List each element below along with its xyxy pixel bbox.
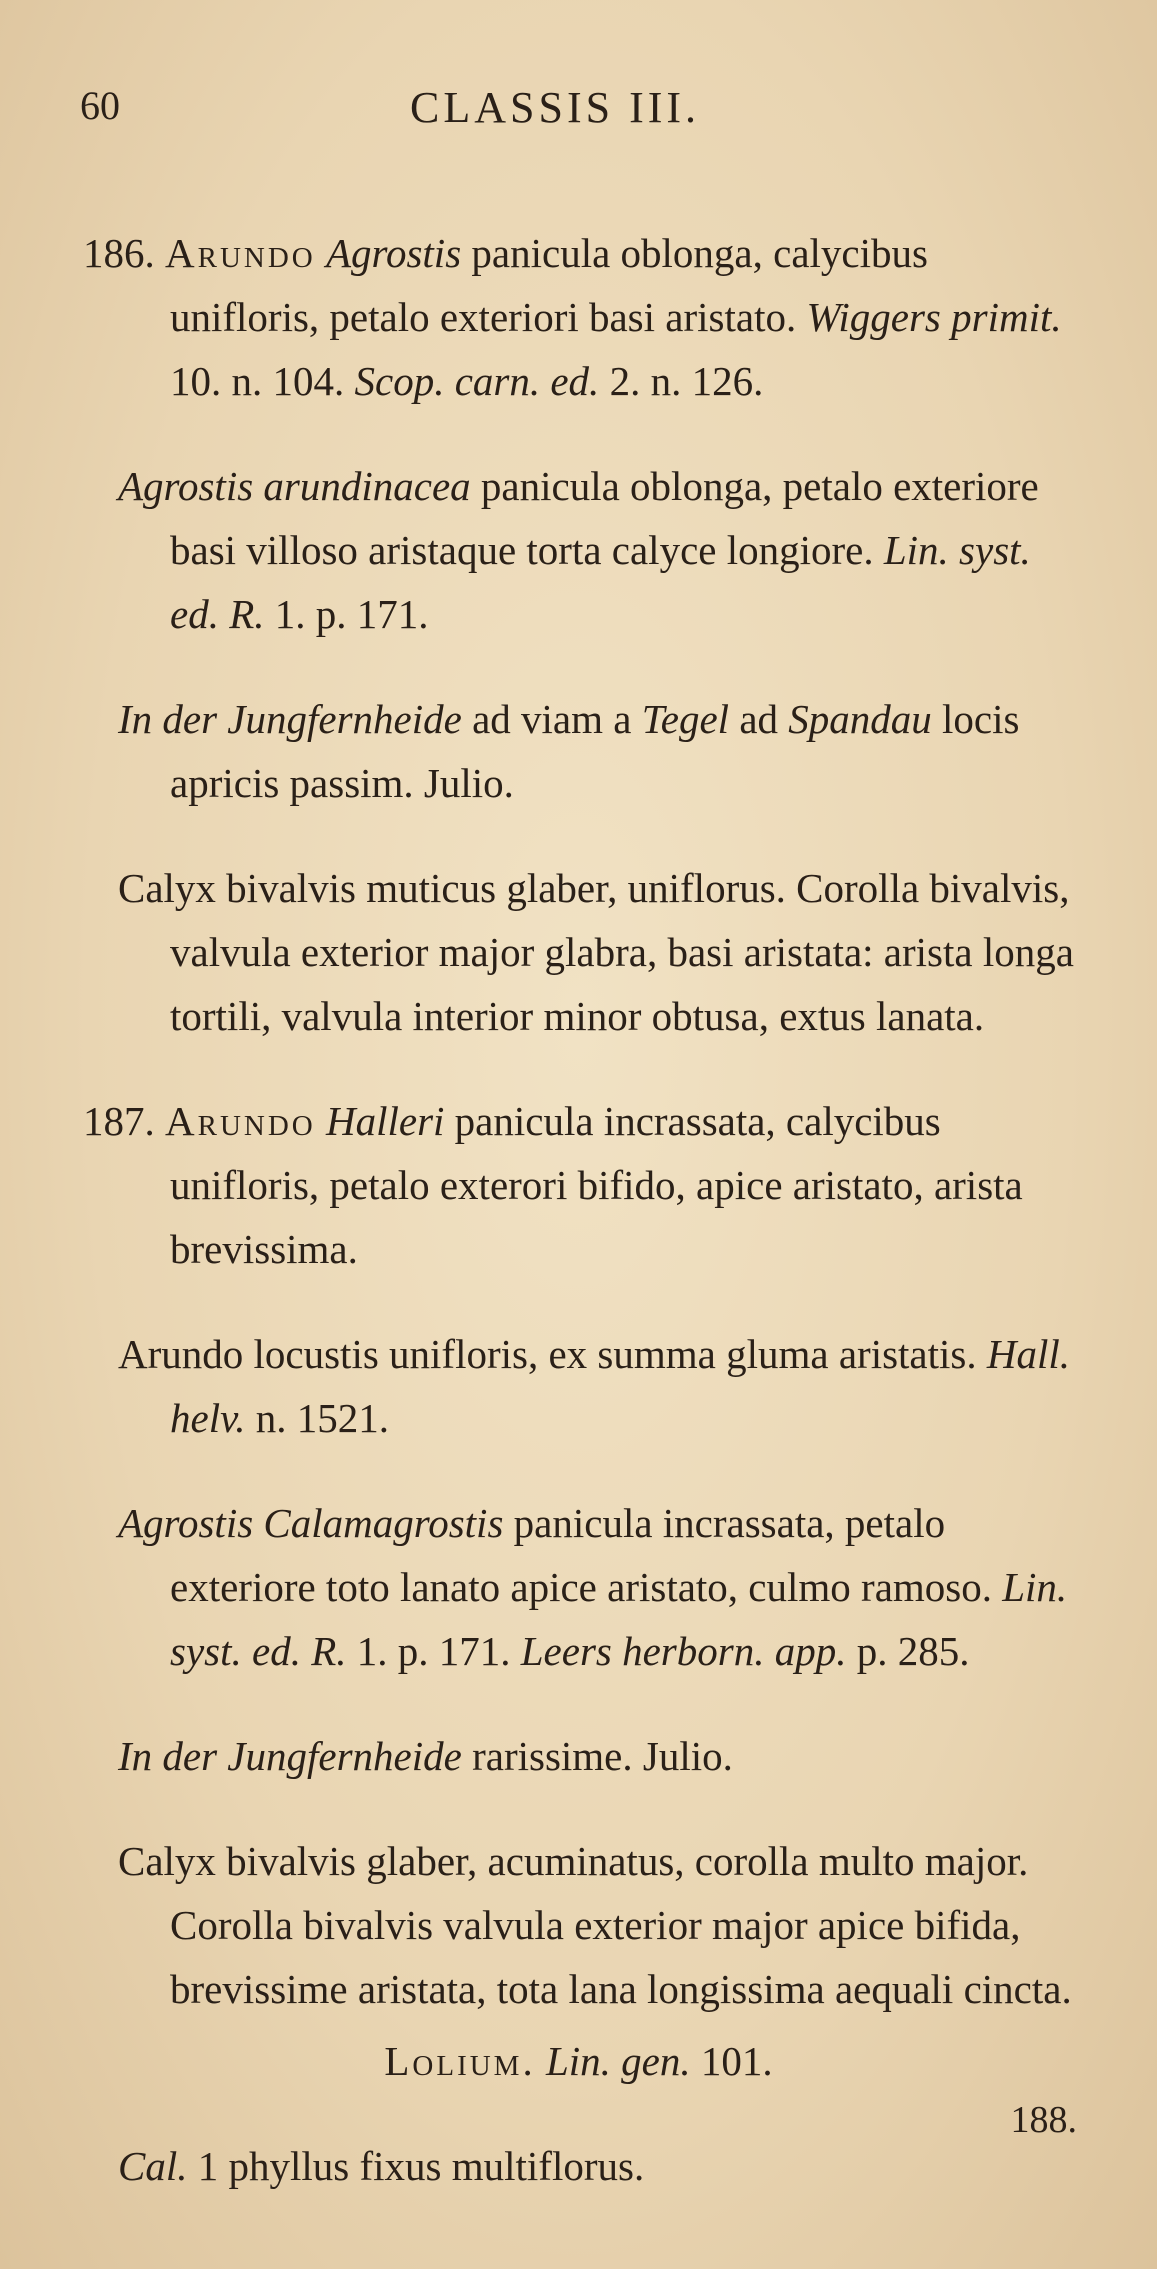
entry-diagnosis [0, 1089, 1087, 1281]
diagnosis-text: panicula incrassata, calycibus unifloris, petalo exterori bifido, apice aristato, arista brevissima. [170, 1098, 1023, 1272]
reference-italic: Lin. gen. [545, 2038, 691, 2084]
entry-186 [0, 221, 1157, 1048]
character-label: Cal. [118, 2143, 188, 2189]
locality-italic: Tegel [641, 696, 730, 742]
locality-text: locis apricis passim. Julio. [170, 696, 1020, 806]
reference-text: 101. [700, 2038, 773, 2084]
locality [0, 1724, 1087, 1788]
locality-text: ad viam a [472, 696, 632, 742]
genus-heading-name: Lolium. [384, 2038, 536, 2084]
species-name: Agrostis [325, 230, 462, 276]
reference-italic: Hall. helv. [170, 1331, 1071, 1441]
reference-italic: Scop. carn. ed. [354, 358, 600, 404]
entry-diagnosis [0, 221, 1087, 413]
reference-italic: Leers herborn. app. [520, 1628, 847, 1674]
diagnosis-text: panicula oblonga, calycibus unifloris, petalo exteriori basi aristato. [170, 230, 928, 340]
synonym [0, 1322, 1087, 1450]
locality-italic: Spandau [788, 696, 932, 742]
synonym-name: Agrostis Calamagrostis [118, 1500, 504, 1546]
catchword: 188. [1010, 2099, 1077, 2141]
locality-text: rarissime. Julio. [472, 1733, 733, 1779]
page-header [80, 82, 1080, 142]
genus-name: Arundo [165, 230, 316, 276]
reference-italic: Lin. syst. ed. R. [170, 527, 1031, 637]
entry-number: 186. [83, 230, 155, 276]
description: Calyx bivalvis glaber, acuminatus, corolla multo major. Corolla bivalvis valvula exterior major apice bifida, brevissime aristata, tota lana longissima aequali cincta. [118, 1838, 1072, 2012]
reference-text: n. 1521. [255, 1395, 389, 1441]
entry-number: 187. [83, 1098, 155, 1144]
synonym [0, 1491, 1087, 1683]
reference-italic: Wiggers primit. [806, 294, 1062, 340]
reference-text: 1. p. 171. [274, 591, 429, 637]
genus-heading [0, 2029, 1157, 2093]
description: Calyx bivalvis muticus glaber, uniflorus. Corolla bivalvis, valvula exterior major glabra, basi aristata: arista longa tortili, valvula interior minor obtusa, extus lanata. [118, 865, 1074, 1039]
entry-187 [0, 1089, 1157, 2021]
locality-italic: In der Jungfernheide [118, 1733, 462, 1779]
synonym-text: Arundo locustis unifloris, ex summa gluma aristatis. [118, 1331, 977, 1377]
locality-text: ad [739, 696, 779, 742]
character-text: 1 phyllus fixus multiflorus. [197, 2143, 645, 2189]
genus-character [0, 2134, 1087, 2198]
running-title: CLASSIS III. [410, 83, 701, 132]
synonym-text: panicula oblonga, petalo exteriore basi villoso aristaque torta calyce longiore. [170, 463, 1039, 573]
genus-name: Arundo [165, 1098, 316, 1144]
locality [0, 687, 1087, 815]
reference-italic: Lin. syst. ed. R. [170, 1564, 1068, 1674]
reference-text: 2. n. 126. [609, 358, 764, 404]
locality-italic: In der Jungfernheide [118, 696, 462, 742]
reference-text: 10. n. 104. [170, 358, 345, 404]
synonym [0, 454, 1087, 646]
species-name: Halleri [325, 1098, 445, 1144]
page-number: 60 [80, 83, 120, 128]
reference-text: 1. p. 171. [356, 1628, 511, 1674]
body-text [0, 180, 1157, 2198]
synonym-name: Agrostis arundinacea [118, 463, 471, 509]
reference-text: p. 285. [856, 1628, 970, 1674]
synonym-text: panicula incrassata, petalo exteriore toto lanato apice aristato, culmo ramoso. [170, 1500, 992, 1610]
